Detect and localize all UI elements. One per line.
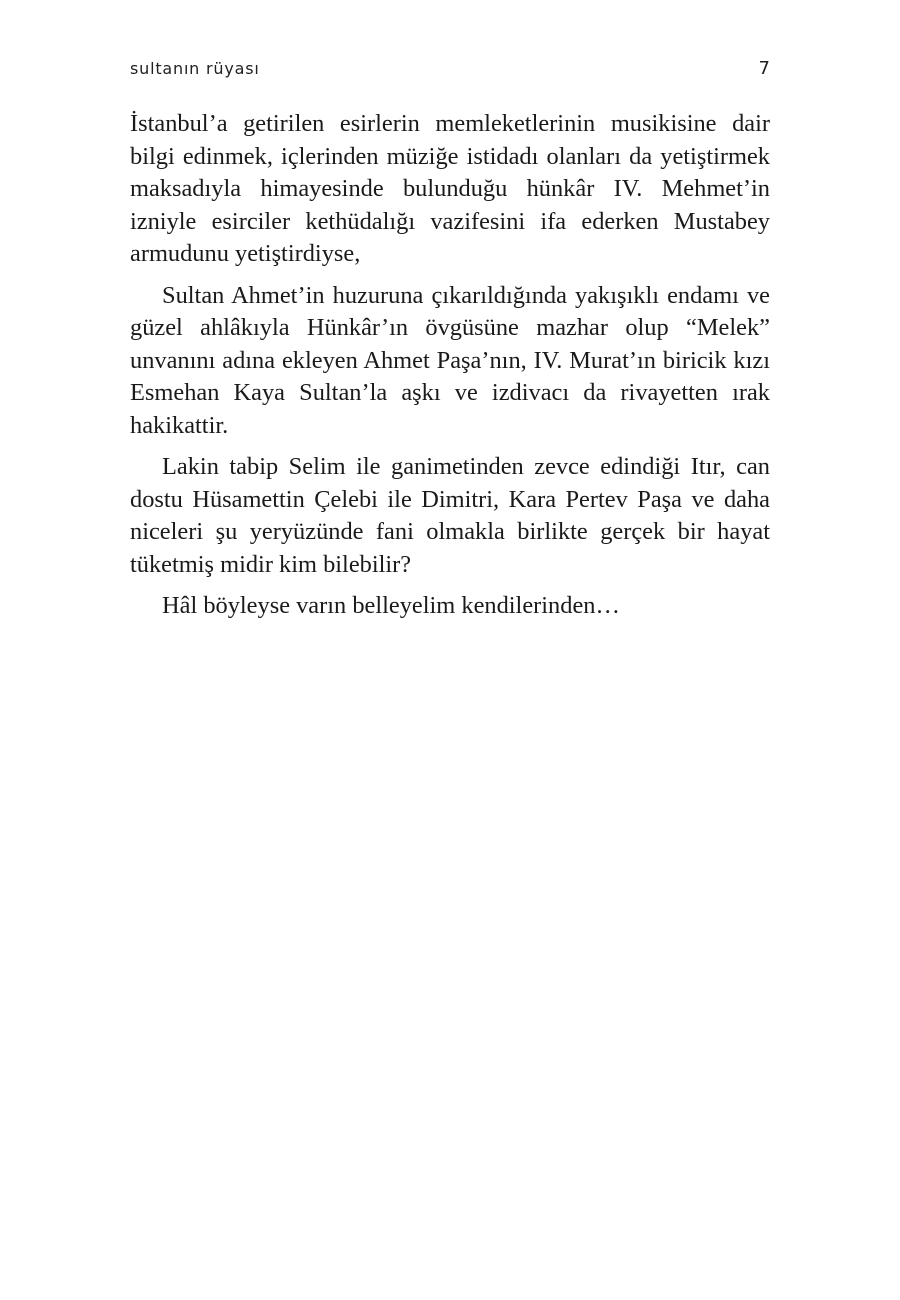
paragraph-2: Sultan Ahmet’in huzuruna çıkarıldığında yakışıklı endamı ve güzel ahlâkıyla Hünkâr’ın övgüsüne mazhar olup “Melek” unvanını adına ekleyen Ahmet Paşa’nın, IV. Murat’ın biricik kızı Esmehan Kaya Sultan’la aşkı ve izdivacı da rivayetten ırak hakikattir. (130, 281, 770, 439)
page-number: 7 (758, 58, 770, 79)
running-header (130, 58, 770, 79)
running-title: sultanın rüyası (130, 59, 260, 78)
body-text (130, 108, 770, 632)
paragraph-1: İstanbul’a getirilen esirlerin memleketlerinin musikisine dair bilgi edinmek, içlerinden müziğe istidadı olanları da yetiştirmek maksadıyla himayesinde bulunduğu hünkâr IV. Mehmet’in izniyle esirciler kethüdalığı vazifesini ifa ederken Mustabey armudunu yetiştirdiyse, (130, 110, 770, 267)
paragraph-4: Hâl böyleyse varın belleyelim kendilerinden… (162, 592, 620, 619)
paragraph-3: Lakin tabip Selim ile ganimetinden zevce edindiği Itır, can dostu Hüsamettin Çelebi ile Dimitri, Kara Pertev Paşa ve daha niceleri şu yeryüzünde fani olmakla birlikte gerçek bir hayat tüketmiş midir kim bilebilir? (130, 453, 770, 578)
